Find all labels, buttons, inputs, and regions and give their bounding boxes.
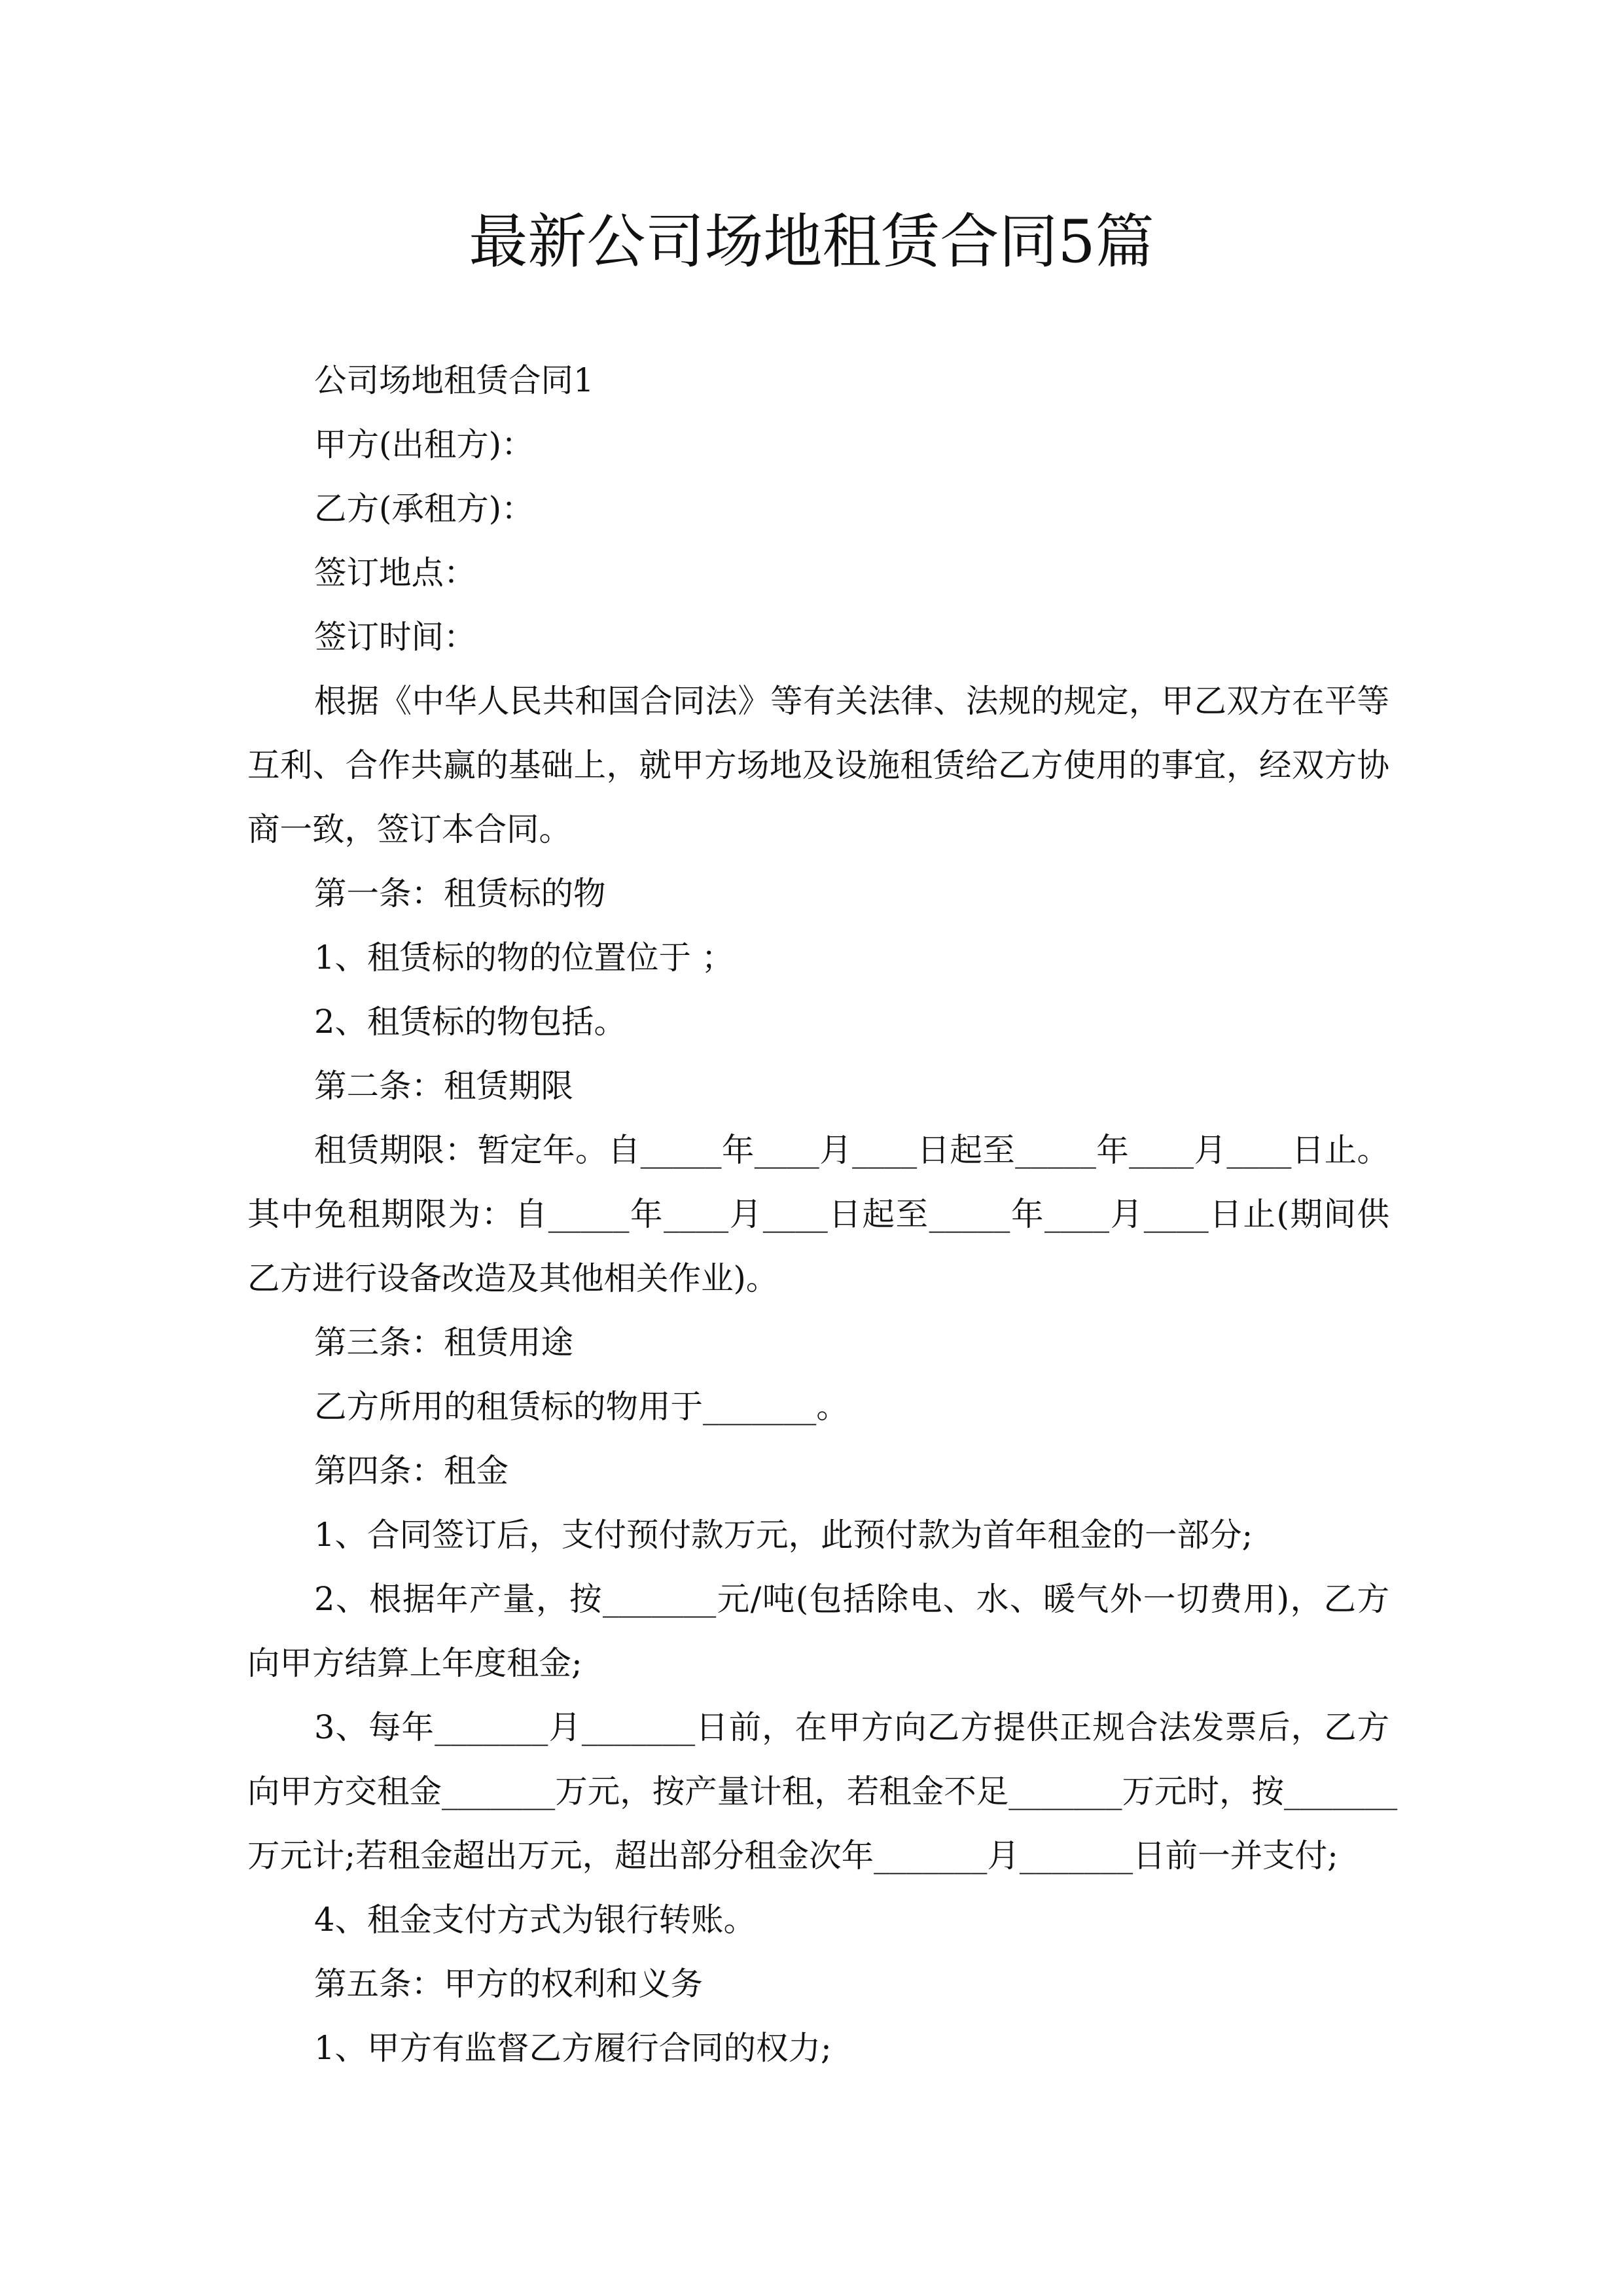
- paragraph-line: 签订时间：: [314, 618, 476, 656]
- paragraph-line: 第四条：租金: [314, 1452, 508, 1490]
- paragraph-line: 签订地点：: [314, 554, 476, 592]
- paragraph-line: 乙方所用的租赁标的物用于_______。: [314, 1388, 849, 1426]
- paragraph-line: 租赁期限：暂定年。自_____年____月____日起至_____年____月____日止。: [314, 1131, 1389, 1169]
- paragraph-line: 第五条：甲方的权利和义务: [314, 1965, 703, 2003]
- paragraph-line: 2、租赁标的物包括。: [314, 1003, 626, 1041]
- paragraph-line: 2、根据年产量，按_______元/吨(包括除电、水、暖气外一切费用)，乙方: [314, 1580, 1389, 1618]
- paragraph-line: 乙方(承租方)：: [314, 490, 534, 528]
- document-title: 最新公司场地租赁合同5篇: [469, 207, 1154, 276]
- paragraph-line: 1、合同签订后，支付预付款万元，此预付款为首年租金的一部分;: [314, 1516, 1253, 1554]
- paragraph-line: 4、租金支付方式为银行转账。: [314, 1901, 756, 1939]
- paragraph-line: 3、每年_______月_______日前，在甲方向乙方提供正规合法发票后，乙方: [314, 1708, 1389, 1746]
- paragraph-line: 万元计;若租金超出万元，超出部分租金次年_______月_______日前一并支付;: [247, 1837, 1338, 1874]
- paragraph-line: 乙方进行设备改造及其他相关作业)。: [247, 1259, 779, 1297]
- paragraph-line: 1、租赁标的物的位置位于 ；: [314, 939, 734, 977]
- paragraph-line: 第一条：租赁标的物: [314, 874, 606, 912]
- paragraph-line: 互利、合作共赢的基础上，就甲方场地及设施租赁给乙方使用的事宜，经双方协: [247, 746, 1389, 784]
- paragraph-line: 向甲方结算上年度租金;: [247, 1644, 582, 1682]
- paragraph-line: 甲方(出租方)：: [314, 425, 534, 463]
- paragraph-line: 第二条：租赁期限: [314, 1067, 573, 1105]
- document-body: [247, 348, 1398, 2080]
- paragraph-line: 向甲方交租金_______万元，按产量计租，若租金不足_______万元时，按_______: [247, 1772, 1398, 1810]
- paragraph-line: 根据《中华人民共和国合同法》等有关法律、法规的规定，甲乙双方在平等: [314, 682, 1389, 720]
- paragraph-line: 公司场地租赁合同1: [314, 361, 594, 399]
- paragraph-line: 1、甲方有监督乙方履行合同的权力;: [314, 2029, 832, 2067]
- paragraph-line: 第三条：租赁用途: [314, 1323, 573, 1361]
- paragraph-line: 商一致，签订本合同。: [247, 810, 571, 848]
- paragraph-line: 其中免租期限为：自_____年____月____日起至_____年____月____日止(期间供: [247, 1195, 1389, 1233]
